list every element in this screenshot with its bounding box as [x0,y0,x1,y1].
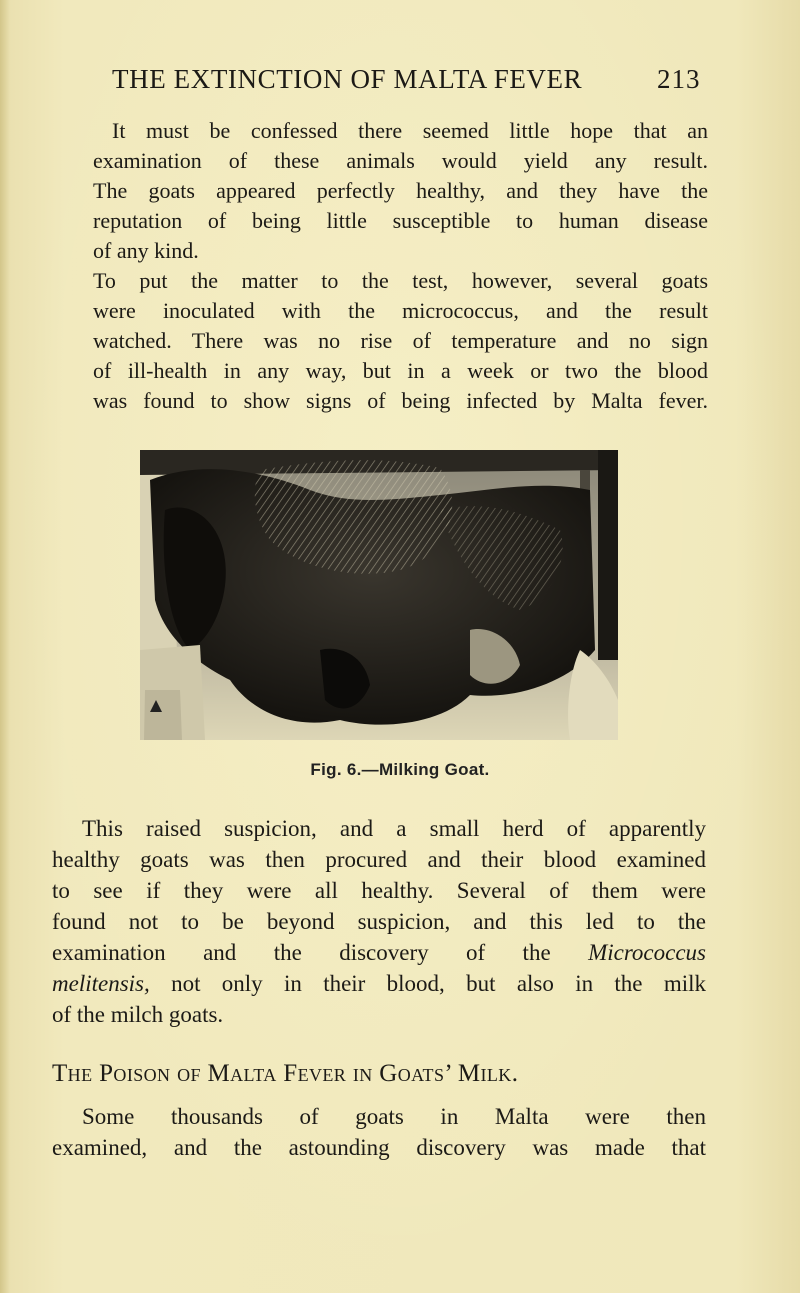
text-line [52,968,706,999]
page-gutter-shadow [0,0,10,1293]
italic-term: melitensis, [52,971,150,996]
running-title: THE EXTINCTION OF MALTA FEVER [112,64,583,94]
text-line: found not to be beyond suspicion, and this led to the [52,909,706,934]
text-line: The goats appeared perfectly healthy, and they have the [93,178,708,203]
text-line: watched. There was no rise of temperature and no sign [93,328,708,353]
text-line: of the milch goats. [52,1002,224,1027]
text-line: It must be confessed there seemed little hope that an [112,118,708,143]
section-heading: The Poison of Malta Fever in Goats’ Milk. [52,1060,519,1087]
page-number: 213 [657,64,701,94]
text-line: reputation of being little susceptible to human disease [93,208,708,233]
text-line: healthy goats was then procured and their blood examined [52,847,706,872]
text-line: of ill-health in any way, but in a week or two the blood [93,358,708,383]
text-line: This raised suspicion, and a small herd of apparently [82,816,706,841]
text-line [52,937,706,968]
text-span: not only in their blood, but also in the milk [149,971,706,996]
italic-term: Micrococcus [588,940,706,965]
running-head [0,64,800,104]
text-line: were inoculated with the micrococcus, and the result [93,298,708,323]
text-line: Some thousands of goats in Malta were then [82,1104,706,1129]
figure-caption: Fig. 6.—Milking Goat. [310,760,490,779]
text-line: examined, and the astounding discovery was made that [52,1135,706,1160]
text-line: was found to show signs of being infected by Malta fever. [93,388,708,413]
milking-goat-photograph [140,450,618,740]
text-line: of any kind. [93,238,199,263]
text-line: examination of these animals would yield any result. [93,148,708,173]
text-line: to see if they were all healthy. Several of them were [52,878,706,903]
text-span: examination and the discovery of the [52,940,589,965]
text-line: To put the matter to the test, however, several goats [93,268,708,293]
